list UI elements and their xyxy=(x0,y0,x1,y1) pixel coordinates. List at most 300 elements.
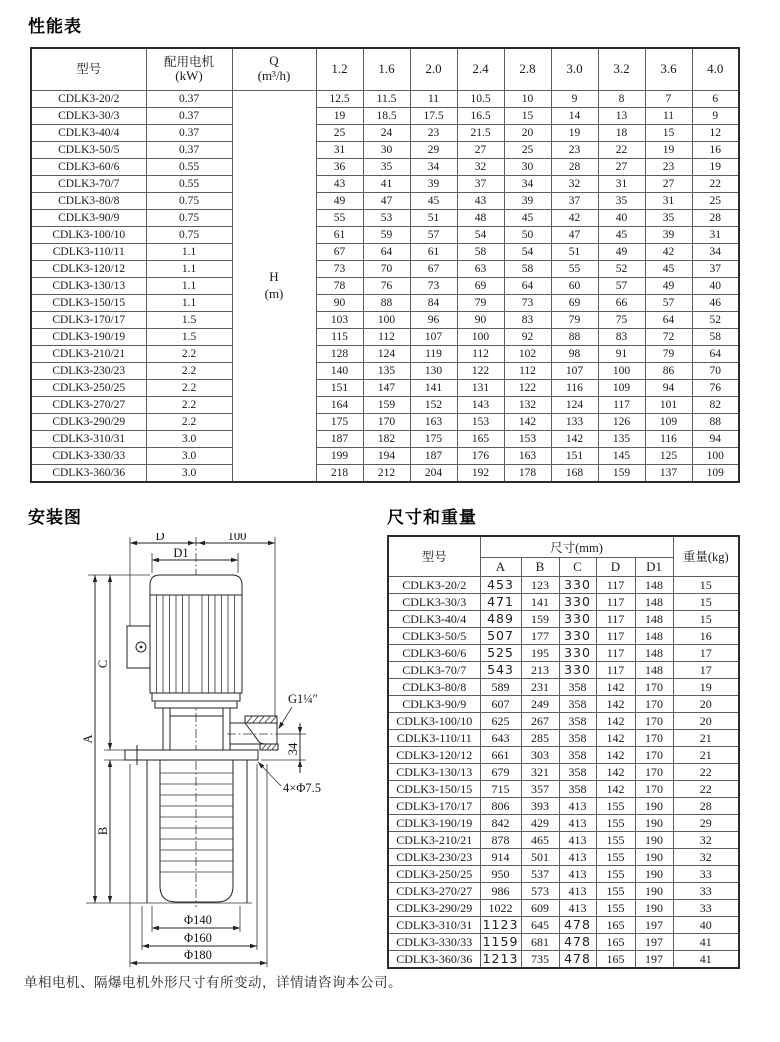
head-value-cell: 14 xyxy=(551,107,598,124)
weight-value-cell: 22 xyxy=(673,763,739,780)
head-value-cell: 22 xyxy=(692,175,739,192)
perf-table-row xyxy=(31,430,739,447)
head-value-cell: 23 xyxy=(551,141,598,158)
head-value-cell: 35 xyxy=(363,158,410,175)
motor-power-cell: 0.37 xyxy=(146,107,232,124)
head-value-cell: 175 xyxy=(410,430,457,447)
dims-table-row xyxy=(388,865,739,882)
head-value-cell: 11.5 xyxy=(363,90,410,107)
head-value-cell: 19 xyxy=(316,107,363,124)
head-value-cell: 17.5 xyxy=(410,107,457,124)
head-value-cell: 83 xyxy=(598,328,645,345)
dimension-value-cell: 190 xyxy=(635,848,673,865)
head-value-cell: 128 xyxy=(316,345,363,362)
dimension-value-cell: 1159 xyxy=(480,933,521,950)
head-value-cell: 79 xyxy=(645,345,692,362)
head-value-cell: 54 xyxy=(504,243,551,260)
head-value-cell: 47 xyxy=(363,192,410,209)
head-value-cell: 39 xyxy=(504,192,551,209)
head-value-cell: 107 xyxy=(551,362,598,379)
head-value-cell: 141 xyxy=(410,379,457,396)
dimension-value-cell: 842 xyxy=(480,814,521,831)
col-header-flow-value: 4.0 xyxy=(692,48,739,90)
dimension-value-cell: 148 xyxy=(635,576,673,593)
head-value-cell: 79 xyxy=(551,311,598,328)
dims-size-col-header: D1 xyxy=(635,557,673,576)
dims-table-row xyxy=(388,797,739,814)
head-value-cell: 57 xyxy=(598,277,645,294)
head-value-cell: 12 xyxy=(692,124,739,141)
dimension-value-cell: 1123 xyxy=(480,916,521,933)
head-value-cell: 19 xyxy=(692,158,739,175)
performance-table-body xyxy=(31,90,739,482)
performance-table xyxy=(30,47,740,483)
dims-table-row xyxy=(388,899,739,916)
head-value-cell: 15 xyxy=(504,107,551,124)
head-value-cell: 91 xyxy=(598,345,645,362)
weight-value-cell: 32 xyxy=(673,831,739,848)
dimension-value-cell: 155 xyxy=(596,882,635,899)
head-value-cell: 20 xyxy=(504,124,551,141)
weight-value-cell: 40 xyxy=(673,916,739,933)
head-value-cell: 147 xyxy=(363,379,410,396)
dimension-value-cell: 625 xyxy=(480,712,521,729)
motor-power-cell: 1.1 xyxy=(146,294,232,311)
dims-table-row xyxy=(388,882,739,899)
head-value-cell: 31 xyxy=(645,192,692,209)
head-value-cell: 58 xyxy=(692,328,739,345)
model-cell: CDLK3-70/7 xyxy=(388,661,480,678)
head-value-cell: 58 xyxy=(504,260,551,277)
head-value-cell: 100 xyxy=(363,311,410,328)
head-value-cell: 109 xyxy=(645,413,692,430)
head-value-cell: 25 xyxy=(316,124,363,141)
dimension-value-cell: 413 xyxy=(559,797,596,814)
model-cell: CDLK3-230/23 xyxy=(388,848,480,865)
dimension-value-cell: 148 xyxy=(635,610,673,627)
dimension-value-cell: 1213 xyxy=(480,950,521,968)
head-value-cell: 27 xyxy=(598,158,645,175)
dimension-value-cell: 358 xyxy=(559,678,596,695)
head-value-cell: 140 xyxy=(316,362,363,379)
dimension-value-cell: 330 xyxy=(559,627,596,644)
head-unit-line1: H xyxy=(269,269,279,285)
dim-label-34: 34 xyxy=(286,742,300,756)
model-cell: CDLK3-40/4 xyxy=(388,610,480,627)
dims-table-row xyxy=(388,678,739,695)
model-cell: CDLK3-270/27 xyxy=(388,882,480,899)
head-value-cell: 79 xyxy=(457,294,504,311)
head-value-cell: 32 xyxy=(551,175,598,192)
head-value-cell: 100 xyxy=(457,328,504,345)
head-value-cell: 163 xyxy=(504,447,551,464)
head-value-cell: 59 xyxy=(363,226,410,243)
head-value-cell: 204 xyxy=(410,464,457,482)
dimension-value-cell: 231 xyxy=(521,678,559,695)
head-value-cell: 137 xyxy=(645,464,692,482)
model-cell: CDLK3-80/8 xyxy=(31,192,146,209)
head-value-cell: 94 xyxy=(645,379,692,396)
head-value-cell: 41 xyxy=(363,175,410,192)
model-cell: CDLK3-360/36 xyxy=(388,950,480,968)
dims-size-col-header: B xyxy=(521,557,559,576)
head-value-cell: 88 xyxy=(551,328,598,345)
dims-size-col-header: A xyxy=(480,557,521,576)
model-cell: CDLK3-20/2 xyxy=(388,576,480,593)
head-value-cell: 145 xyxy=(598,447,645,464)
dimension-value-cell: 148 xyxy=(635,644,673,661)
head-value-cell: 9 xyxy=(692,107,739,124)
model-cell: CDLK3-120/12 xyxy=(31,260,146,277)
head-value-cell: 98 xyxy=(551,345,598,362)
head-value-cell: 16 xyxy=(692,141,739,158)
head-value-cell: 151 xyxy=(551,447,598,464)
model-cell: CDLK3-330/33 xyxy=(31,447,146,464)
footnote: 单相电机、隔爆电机外形尺寸有所变动，详情请咨询本公司。 xyxy=(24,975,402,991)
dimension-value-cell: 413 xyxy=(559,814,596,831)
perf-table-row xyxy=(31,175,739,192)
head-value-cell: 18.5 xyxy=(363,107,410,124)
perf-table-row xyxy=(31,345,739,362)
dimension-value-cell: 537 xyxy=(521,865,559,882)
head-value-cell: 124 xyxy=(551,396,598,413)
head-value-cell: 73 xyxy=(504,294,551,311)
head-value-cell: 34 xyxy=(504,175,551,192)
weight-value-cell: 32 xyxy=(673,848,739,865)
head-value-cell: 6 xyxy=(692,90,739,107)
head-value-cell: 67 xyxy=(410,260,457,277)
dimension-value-cell: 501 xyxy=(521,848,559,865)
motor-power-cell: 0.37 xyxy=(146,90,232,107)
dimension-value-cell: 177 xyxy=(521,627,559,644)
head-value-cell: 35 xyxy=(645,209,692,226)
head-value-cell: 49 xyxy=(316,192,363,209)
dimension-value-cell: 358 xyxy=(559,695,596,712)
dim-label-a: A xyxy=(81,734,95,744)
head-value-cell: 86 xyxy=(645,362,692,379)
dimension-value-cell: 679 xyxy=(480,763,521,780)
col-header-flow-value: 2.8 xyxy=(504,48,551,90)
dimension-value-cell: 190 xyxy=(635,865,673,882)
model-cell: CDLK3-150/15 xyxy=(388,780,480,797)
model-cell: CDLK3-130/13 xyxy=(31,277,146,294)
head-value-cell: 109 xyxy=(598,379,645,396)
dimension-value-cell: 117 xyxy=(596,644,635,661)
model-cell: CDLK3-110/11 xyxy=(31,243,146,260)
head-value-cell: 130 xyxy=(410,362,457,379)
dimension-value-cell: 609 xyxy=(521,899,559,916)
dimension-value-cell: 429 xyxy=(521,814,559,831)
head-value-cell: 101 xyxy=(645,396,692,413)
head-value-cell: 22 xyxy=(598,141,645,158)
weight-value-cell: 17 xyxy=(673,644,739,661)
head-value-cell: 125 xyxy=(645,447,692,464)
col-header-motor-line2: (kW) xyxy=(175,67,203,83)
head-value-cell: 122 xyxy=(504,379,551,396)
weight-value-cell: 29 xyxy=(673,814,739,831)
model-cell: CDLK3-190/19 xyxy=(31,328,146,345)
weight-value-cell: 17 xyxy=(673,661,739,678)
weight-value-cell: 15 xyxy=(673,576,739,593)
dim-label-phi180: Φ180 xyxy=(184,948,212,962)
head-value-cell: 122 xyxy=(457,362,504,379)
model-cell: CDLK3-310/31 xyxy=(388,916,480,933)
head-value-cell: 82 xyxy=(692,396,739,413)
dimension-value-cell: 543 xyxy=(480,661,521,678)
dimension-value-cell: 643 xyxy=(480,729,521,746)
dimension-value-cell: 190 xyxy=(635,831,673,848)
dimension-value-cell: 715 xyxy=(480,780,521,797)
dimension-value-cell: 170 xyxy=(635,729,673,746)
head-value-cell: 54 xyxy=(457,226,504,243)
dimension-value-cell: 950 xyxy=(480,865,521,882)
head-value-cell: 35 xyxy=(598,192,645,209)
dims-col-header-size: 尺寸(mm) xyxy=(480,536,673,557)
head-value-cell: 49 xyxy=(645,277,692,294)
col-header-motor-line1: 配用电机 xyxy=(163,54,214,69)
dims-table-row xyxy=(388,576,739,593)
head-value-cell: 133 xyxy=(551,413,598,430)
model-cell: CDLK3-270/27 xyxy=(31,396,146,413)
perf-table-row xyxy=(31,464,739,482)
weight-value-cell: 20 xyxy=(673,712,739,729)
dimension-value-cell: 117 xyxy=(596,627,635,644)
dimension-value-cell: 413 xyxy=(559,882,596,899)
dimension-value-cell: 155 xyxy=(596,831,635,848)
dimension-value-cell: 155 xyxy=(596,848,635,865)
dims-table-row xyxy=(388,695,739,712)
head-unit-line2: (m) xyxy=(264,285,284,301)
motor-power-cell: 2.2 xyxy=(146,413,232,430)
perf-table-row xyxy=(31,311,739,328)
dims-table-row xyxy=(388,848,739,865)
head-value-cell: 42 xyxy=(551,209,598,226)
head-value-cell: 142 xyxy=(504,413,551,430)
head-value-cell: 102 xyxy=(504,345,551,362)
head-value-cell: 116 xyxy=(645,430,692,447)
head-value-cell: 70 xyxy=(692,362,739,379)
head-value-cell: 9 xyxy=(551,90,598,107)
head-value-cell: 142 xyxy=(551,430,598,447)
head-value-cell: 25 xyxy=(692,192,739,209)
head-value-cell: 51 xyxy=(551,243,598,260)
head-value-cell: 30 xyxy=(504,158,551,175)
perf-table-row xyxy=(31,447,739,464)
model-cell: CDLK3-330/33 xyxy=(388,933,480,950)
head-value-cell: 153 xyxy=(457,413,504,430)
weight-value-cell: 15 xyxy=(673,610,739,627)
head-value-cell: 28 xyxy=(551,158,598,175)
model-cell: CDLK3-250/25 xyxy=(388,865,480,882)
head-value-cell: 39 xyxy=(410,175,457,192)
dimension-value-cell: 190 xyxy=(635,882,673,899)
model-cell: CDLK3-100/10 xyxy=(388,712,480,729)
model-cell: CDLK3-170/17 xyxy=(31,311,146,328)
dimension-value-cell: 142 xyxy=(596,729,635,746)
head-value-cell: 78 xyxy=(316,277,363,294)
perf-table-row xyxy=(31,141,739,158)
head-value-cell: 10.5 xyxy=(457,90,504,107)
perf-table-row xyxy=(31,362,739,379)
head-value-cell: 24 xyxy=(363,124,410,141)
col-header-flow xyxy=(232,48,316,90)
dim-label-phi160: Φ160 xyxy=(184,931,212,945)
head-value-cell: 124 xyxy=(363,345,410,362)
head-value-cell: 164 xyxy=(316,396,363,413)
head-value-cell: 32 xyxy=(457,158,504,175)
head-value-cell: 170 xyxy=(363,413,410,430)
weight-value-cell: 41 xyxy=(673,950,739,968)
head-value-cell: 135 xyxy=(363,362,410,379)
head-value-cell: 55 xyxy=(551,260,598,277)
barrel-inner xyxy=(160,760,233,902)
model-cell: CDLK3-210/21 xyxy=(388,831,480,848)
dimension-value-cell: 358 xyxy=(559,763,596,780)
weight-value-cell: 28 xyxy=(673,797,739,814)
head-value-cell: 132 xyxy=(504,396,551,413)
col-header-motor xyxy=(146,48,232,90)
model-cell: CDLK3-50/5 xyxy=(388,627,480,644)
head-value-cell: 34 xyxy=(410,158,457,175)
dimension-value-cell: 645 xyxy=(521,916,559,933)
model-cell: CDLK3-230/23 xyxy=(31,362,146,379)
head-value-cell: 165 xyxy=(457,430,504,447)
head-value-cell: 131 xyxy=(457,379,504,396)
dimension-value-cell: 142 xyxy=(596,780,635,797)
dimension-value-cell: 213 xyxy=(521,661,559,678)
head-value-cell: 83 xyxy=(504,311,551,328)
motor-power-cell: 3.0 xyxy=(146,430,232,447)
head-value-cell: 34 xyxy=(692,243,739,260)
dims-table-row xyxy=(388,610,739,627)
head-value-cell: 61 xyxy=(410,243,457,260)
head-value-cell: 28 xyxy=(692,209,739,226)
dimension-value-cell: 285 xyxy=(521,729,559,746)
head-value-cell: 175 xyxy=(316,413,363,430)
weight-value-cell: 15 xyxy=(673,593,739,610)
col-header-model: 型号 xyxy=(31,48,146,90)
model-cell: CDLK3-110/11 xyxy=(388,729,480,746)
head-value-cell: 69 xyxy=(551,294,598,311)
head-value-cell: 70 xyxy=(363,260,410,277)
head-value-cell: 182 xyxy=(363,430,410,447)
head-value-cell: 57 xyxy=(645,294,692,311)
head-value-cell: 112 xyxy=(457,345,504,362)
head-value-cell: 16.5 xyxy=(457,107,504,124)
dimension-value-cell: 607 xyxy=(480,695,521,712)
dimension-value-cell: 878 xyxy=(480,831,521,848)
head-value-cell: 21.5 xyxy=(457,124,504,141)
head-value-cell: 178 xyxy=(504,464,551,482)
head-value-cell: 12.5 xyxy=(316,90,363,107)
model-cell: CDLK3-290/29 xyxy=(388,899,480,916)
dimension-value-cell: 190 xyxy=(635,814,673,831)
dimension-value-cell: 357 xyxy=(521,780,559,797)
dimension-value-cell: 358 xyxy=(559,729,596,746)
weight-value-cell: 33 xyxy=(673,899,739,916)
motor-power-cell: 2.2 xyxy=(146,345,232,362)
model-cell: CDLK3-210/21 xyxy=(31,345,146,362)
dims-table-row xyxy=(388,644,739,661)
dimension-value-cell: 159 xyxy=(521,610,559,627)
dimension-value-cell: 142 xyxy=(596,678,635,695)
perf-table-row xyxy=(31,396,739,413)
perf-table-row xyxy=(31,277,739,294)
dimension-value-cell: 170 xyxy=(635,678,673,695)
head-value-cell: 64 xyxy=(692,345,739,362)
head-value-cell: 69 xyxy=(457,277,504,294)
dims-table-row xyxy=(388,712,739,729)
head-value-cell: 50 xyxy=(504,226,551,243)
head-value-cell: 84 xyxy=(410,294,457,311)
motor-power-cell: 0.75 xyxy=(146,209,232,226)
head-value-cell: 187 xyxy=(316,430,363,447)
installation-drawing xyxy=(30,533,386,978)
perf-table-row xyxy=(31,124,739,141)
dimension-value-cell: 661 xyxy=(480,746,521,763)
perf-table-row xyxy=(31,209,739,226)
head-value-cell: 212 xyxy=(363,464,410,482)
head-value-cell: 48 xyxy=(457,209,504,226)
port-body xyxy=(245,723,277,744)
dimension-value-cell: 155 xyxy=(596,797,635,814)
head-value-cell: 37 xyxy=(457,175,504,192)
head-value-cell: 126 xyxy=(598,413,645,430)
head-value-cell: 39 xyxy=(645,226,692,243)
head-value-cell: 30 xyxy=(363,141,410,158)
motor-power-cell: 0.55 xyxy=(146,158,232,175)
head-value-cell: 42 xyxy=(645,243,692,260)
head-value-cell: 92 xyxy=(504,328,551,345)
perf-table-row xyxy=(31,328,739,345)
head-value-cell: 58 xyxy=(457,243,504,260)
dimension-value-cell: 413 xyxy=(559,899,596,916)
head-value-cell: 151 xyxy=(316,379,363,396)
dimension-value-cell: 525 xyxy=(480,644,521,661)
perf-table-row xyxy=(31,413,739,430)
col-header-flow-value: 3.0 xyxy=(551,48,598,90)
head-value-cell: 25 xyxy=(504,141,551,158)
motor-power-cell: 2.2 xyxy=(146,362,232,379)
head-value-cell: 23 xyxy=(645,158,692,175)
dimension-value-cell: 170 xyxy=(635,763,673,780)
head-value-cell: 109 xyxy=(692,464,739,482)
bolt-holes-label: 4×Φ7.5 xyxy=(283,781,322,795)
head-value-cell: 61 xyxy=(316,226,363,243)
weight-value-cell: 41 xyxy=(673,933,739,950)
head-value-cell: 66 xyxy=(598,294,645,311)
head-value-cell: 187 xyxy=(410,447,457,464)
weight-value-cell: 33 xyxy=(673,865,739,882)
thread-size-label: G1¼″ xyxy=(288,692,318,706)
dimension-value-cell: 165 xyxy=(596,933,635,950)
dims-table-row xyxy=(388,593,739,610)
dimensions-section-title: 尺寸和重量 xyxy=(387,508,477,528)
dims-table-row xyxy=(388,933,739,950)
head-value-cell: 112 xyxy=(504,362,551,379)
motor-power-cell: 1.1 xyxy=(146,277,232,294)
dims-size-col-header: D xyxy=(596,557,635,576)
performance-section-title: 性能表 xyxy=(28,17,82,37)
model-cell: CDLK3-70/7 xyxy=(31,175,146,192)
dimension-value-cell: 170 xyxy=(635,695,673,712)
weight-value-cell: 21 xyxy=(673,729,739,746)
dimension-value-cell: 303 xyxy=(521,746,559,763)
head-value-cell: 192 xyxy=(457,464,504,482)
dims-table-row xyxy=(388,661,739,678)
dimension-value-cell: 155 xyxy=(596,814,635,831)
head-value-cell: 57 xyxy=(410,226,457,243)
